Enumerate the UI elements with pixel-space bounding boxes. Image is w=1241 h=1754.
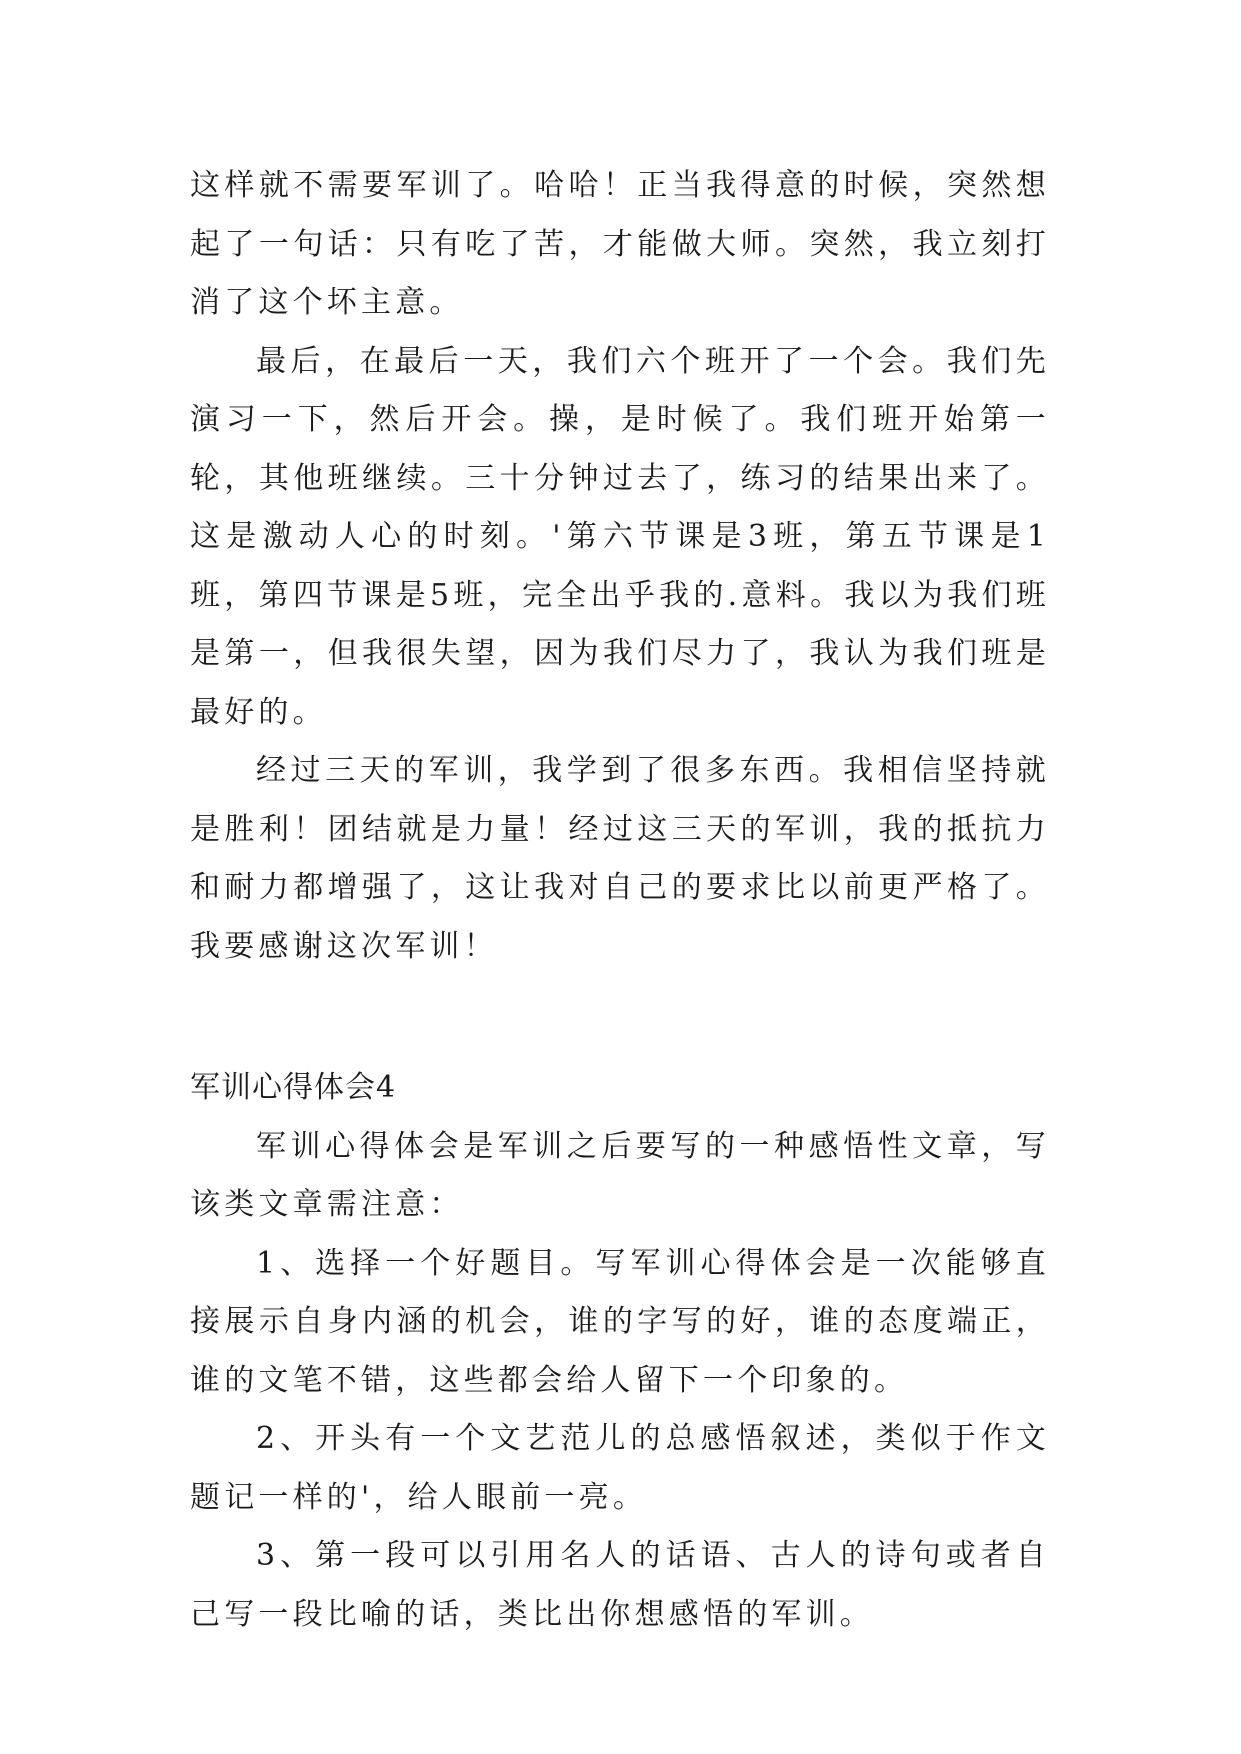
paragraph-continuation: 这样就不需要军训了。哈哈！正当我得意的时候，突然想起了一句话：只有吃了苦，才能做大师。突然，我立刻打消了这个坏主意。 (190, 168, 1050, 320)
paragraph-intro: 军训心得体会是军训之后要写的一种感悟性文章，写该类文章需注意： (190, 1128, 1050, 1222)
paragraph-tip-2: 2、开头有一个文艺范儿的总感悟叙述，类似于作文题记一样的'，给人眼前一亮。 (190, 1421, 1050, 1515)
paragraph-last-day: 最后，在最后一天，我们六个班开了一个会。我们先演习一下，然后开会。操，是时候了。我们班开始第一轮，其他班继续。三十分钟过去了，练习的结果出来了。这是激动人心的时刻。'第六节课是3班，第五节课是1班，第四节课是5班，完全出乎我的.意料。我以为我们班是第一，但我很失望，因为我们尽力了，我认为我们班是最好的。 (190, 343, 1050, 730)
paragraph-conclusion: 经过三天的军训，我学到了很多东西。我相信坚持就是胜利！团结就是力量！经过这三天的军训，我的抵抗力和耐力都增强了，这让我对自己的要求比以前更严格了。我要感谢这次军训！ (190, 753, 1050, 964)
section-heading: 军训心得体会4 (190, 1070, 397, 1105)
paragraph-tip-3: 3、第一段可以引用名人的话语、古人的诗句或者自己写一段比喻的话，类比出你想感悟的军训。 (190, 1538, 1050, 1632)
document-body (190, 157, 1050, 1644)
paragraph-tip-1: 1、选择一个好题目。写军训心得体会是一次能够直接展示自身内涵的机会，谁的字写的好，谁的态度端正，谁的文笔不错，这些都会给人留下一个印象的。 (190, 1245, 1050, 1398)
